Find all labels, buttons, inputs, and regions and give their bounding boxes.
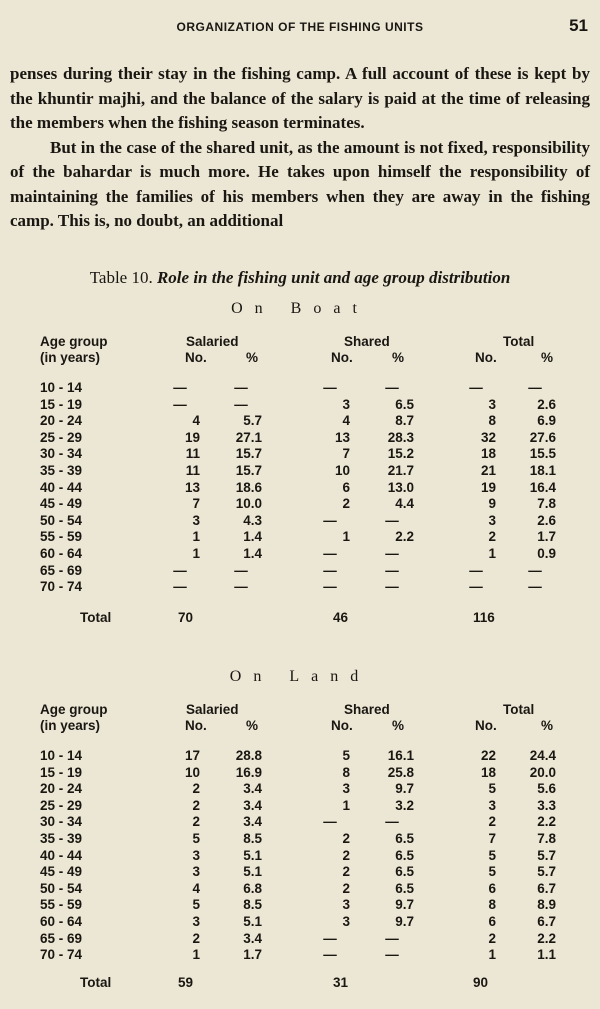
cell-shared-pct: — — [385, 947, 399, 963]
cell-shared-pct: 6.5 — [395, 831, 414, 846]
cell-total-no: 18 — [480, 446, 496, 462]
cell-salaried-no: 5 — [192, 831, 200, 846]
cell-shared-pct: 28.3 — [387, 429, 414, 445]
cell-total-pct: 7.8 — [537, 496, 556, 512]
cell-shared-no: 10 — [334, 463, 350, 478]
table-row — [0, 897, 600, 913]
cell-shared-pct: — — [385, 512, 399, 528]
table-row — [0, 397, 600, 413]
cell-age-group: 25 - 29 — [40, 429, 83, 445]
cell-shared-no: 3 — [342, 781, 350, 797]
cell-total-pct: 16.4 — [529, 479, 556, 495]
total-total-no: 90 — [473, 975, 489, 990]
header-salaried-no: No. — [185, 718, 207, 733]
cell-age-group: 55 - 59 — [40, 529, 83, 545]
cell-total-pct: — — [528, 562, 542, 578]
cell-salaried-pct: 3.4 — [243, 781, 262, 797]
running-head: ORGANIZATION OF THE FISHING UNITS — [176, 20, 424, 34]
cell-shared-no: 3 — [342, 396, 350, 412]
table-row — [0, 931, 600, 947]
cell-total-pct: — — [528, 579, 542, 595]
cell-salaried-pct: 1.4 — [243, 529, 262, 545]
cell-salaried-pct: 27.1 — [235, 429, 262, 445]
cell-age-group: 65 - 69 — [40, 930, 83, 946]
cell-shared-no: — — [323, 546, 337, 561]
cell-total-pct: 6.7 — [537, 914, 556, 929]
cell-total-pct: 1.7 — [537, 529, 556, 545]
header-salaried-pct: % — [246, 350, 259, 365]
cell-shared-pct: 15.2 — [387, 446, 414, 462]
cell-shared-pct: 9.7 — [395, 781, 414, 797]
header-total-pct: % — [541, 718, 554, 733]
cell-shared-pct: 4.4 — [395, 496, 414, 512]
cell-salaried-no: — — [173, 396, 187, 412]
cell-shared-pct: 9.7 — [395, 914, 414, 929]
cell-total-pct: 2.2 — [537, 930, 556, 946]
cell-salaried-no: 2 — [192, 814, 200, 830]
cell-total-pct: 7.8 — [537, 831, 556, 846]
cell-age-group: 50 - 54 — [40, 880, 83, 896]
cell-total-pct: 8.9 — [537, 897, 556, 913]
cell-age-group: 20 - 24 — [40, 781, 83, 797]
header-shared: Shared — [344, 702, 390, 717]
cell-total-no: 8 — [488, 897, 496, 913]
cell-total-pct: 1.1 — [537, 947, 556, 963]
header-shared: Shared — [344, 334, 390, 349]
cell-salaried-pct: 1.7 — [243, 947, 262, 963]
body-text — [10, 62, 590, 234]
cell-salaried-no: — — [173, 562, 187, 578]
cell-salaried-no: 4 — [192, 413, 200, 429]
cell-salaried-pct: 6.8 — [243, 880, 262, 896]
cell-shared-pct: — — [385, 579, 399, 595]
cell-shared-pct: 3.2 — [395, 797, 414, 813]
cell-age-group: 10 - 14 — [40, 748, 83, 763]
cell-shared-pct: 25.8 — [387, 764, 414, 780]
cell-salaried-pct: 3.4 — [243, 930, 262, 946]
cell-salaried-no: 3 — [192, 512, 200, 528]
cell-salaried-no: 2 — [192, 930, 200, 946]
cell-total-pct: 2.6 — [537, 512, 556, 528]
table-row — [0, 546, 600, 562]
cell-salaried-pct: 1.4 — [243, 546, 262, 561]
cell-salaried-pct: 18.6 — [235, 479, 262, 495]
table-row — [0, 413, 600, 429]
total-shared-no: 31 — [333, 975, 349, 990]
cell-total-no: 5 — [488, 781, 496, 797]
cell-shared-pct: 8.7 — [395, 413, 414, 429]
cell-salaried-pct: — — [234, 579, 248, 595]
header-total-no: No. — [475, 350, 497, 365]
cell-salaried-pct: — — [234, 380, 248, 395]
table-row — [0, 831, 600, 847]
cell-salaried-pct: 8.5 — [243, 897, 262, 913]
cell-age-group: 45 - 49 — [40, 496, 83, 512]
cell-shared-no: 8 — [342, 764, 350, 780]
cell-shared-pct: 6.5 — [395, 880, 414, 896]
cell-age-group: 55 - 59 — [40, 897, 83, 913]
table-row — [0, 529, 600, 545]
cell-shared-pct: 6.5 — [395, 396, 414, 412]
cell-salaried-pct: 8.5 — [243, 831, 262, 846]
cell-total-pct: 18.1 — [529, 463, 556, 478]
total-salaried-no: 59 — [178, 975, 194, 990]
cell-total-no: — — [469, 579, 483, 595]
cell-total-pct: 6.7 — [537, 880, 556, 896]
table-row — [0, 446, 600, 462]
header-salaried: Salaried — [186, 334, 239, 349]
header-shared-pct: % — [392, 718, 405, 733]
header-in-years: (in years) — [40, 350, 101, 365]
cell-shared-pct: — — [385, 546, 399, 561]
cell-total-no: 1 — [488, 947, 496, 963]
cell-salaried-pct: 4.3 — [243, 512, 262, 528]
cell-total-no: — — [469, 562, 483, 578]
header-age-group: Age group — [40, 702, 108, 717]
table-row — [0, 563, 600, 579]
cell-total-no: 2 — [488, 529, 496, 545]
table-row — [0, 814, 600, 830]
table-row — [0, 380, 600, 396]
cell-shared-pct: 2.2 — [395, 529, 414, 545]
cell-shared-pct: — — [385, 380, 399, 395]
cell-total-pct: 3.3 — [537, 797, 556, 813]
cell-total-no: 5 — [488, 847, 496, 863]
cell-age-group: 30 - 34 — [40, 814, 83, 830]
cell-total-no: 2 — [488, 930, 496, 946]
cell-age-group: 70 - 74 — [40, 947, 83, 963]
table-row — [0, 480, 600, 496]
cell-age-group: 60 - 64 — [40, 914, 83, 929]
total-total-no: 116 — [473, 610, 495, 625]
table-caption-title: Role in the fishing unit and age group distribution — [156, 268, 511, 287]
cell-age-group: 65 - 69 — [40, 562, 83, 578]
cell-total-pct: 0.9 — [537, 546, 556, 561]
cell-shared-no: 1 — [342, 529, 350, 545]
cell-salaried-no: 2 — [192, 781, 200, 797]
table-row — [0, 798, 600, 814]
cell-salaried-no: 13 — [184, 479, 200, 495]
table-row — [0, 781, 600, 797]
paragraph-1: penses during their stay in the fishing camp. A full account of these is kept by the khuntir majhi, and the balance of the salary is paid at the time of releasing the members when the fishing season terminates. — [10, 64, 590, 132]
cell-total-pct: 6.9 — [537, 413, 556, 429]
cell-total-no: 3 — [488, 797, 496, 813]
cell-total-pct: 24.4 — [529, 748, 556, 763]
cell-total-no: 6 — [488, 914, 496, 929]
cell-shared-pct: — — [385, 930, 399, 946]
cell-total-no: 21 — [480, 463, 496, 478]
header-salaried-no: No. — [185, 350, 207, 365]
cell-total-pct: 20.0 — [529, 764, 556, 780]
cell-age-group: 10 - 14 — [40, 380, 83, 395]
table-row — [0, 579, 600, 595]
table-caption — [0, 268, 600, 288]
cell-shared-no: 7 — [342, 446, 350, 462]
cell-salaried-no: 10 — [184, 764, 200, 780]
cell-shared-no: — — [323, 579, 337, 595]
cell-total-pct: 5.7 — [537, 864, 556, 880]
header-shared-pct: % — [392, 350, 405, 365]
cell-total-no: — — [469, 380, 483, 395]
cell-shared-no: 2 — [342, 496, 350, 512]
total-label: Total — [80, 610, 112, 625]
cell-age-group: 35 - 39 — [40, 463, 83, 478]
cell-total-no: 19 — [480, 479, 496, 495]
cell-salaried-pct: 3.4 — [243, 797, 262, 813]
table-row — [0, 513, 600, 529]
cell-total-no: 5 — [488, 864, 496, 880]
cell-shared-no: — — [323, 512, 337, 528]
header-total: Total — [503, 334, 535, 349]
cell-shared-no: 5 — [342, 748, 350, 763]
cell-total-no: 22 — [480, 748, 496, 763]
cell-salaried-no: 1 — [192, 529, 200, 545]
cell-shared-no: 13 — [334, 429, 350, 445]
cell-salaried-pct: 5.1 — [243, 864, 262, 880]
header-salaried: Salaried — [186, 702, 239, 717]
total-label: Total — [80, 975, 112, 990]
cell-total-no: 9 — [488, 496, 496, 512]
cell-total-pct: 27.6 — [529, 429, 556, 445]
cell-shared-pct: 13.0 — [387, 479, 414, 495]
cell-salaried-pct: 10.0 — [235, 496, 262, 512]
table-row — [0, 947, 600, 963]
cell-salaried-no: 11 — [185, 446, 200, 462]
cell-age-group: 35 - 39 — [40, 831, 83, 846]
header-total: Total — [503, 702, 535, 717]
header-salaried-pct: % — [246, 718, 259, 733]
table-row — [0, 430, 600, 446]
cell-total-pct: 5.7 — [537, 847, 556, 863]
table-caption-prefix: Table 10. — [89, 268, 153, 287]
cell-shared-no: 3 — [342, 914, 350, 929]
table-row — [0, 748, 600, 764]
cell-salaried-no: 2 — [192, 797, 200, 813]
table-row — [0, 914, 600, 930]
cell-shared-no: — — [323, 947, 337, 963]
cell-shared-no: — — [323, 930, 337, 946]
header-in-years: (in years) — [40, 718, 101, 733]
cell-shared-no: 4 — [342, 413, 350, 429]
table-row — [0, 765, 600, 781]
cell-salaried-no: 5 — [192, 897, 200, 913]
cell-total-no: 6 — [488, 880, 496, 896]
cell-age-group: 40 - 44 — [40, 479, 83, 495]
cell-shared-pct: 6.5 — [395, 847, 414, 863]
cell-salaried-no: — — [173, 380, 187, 395]
cell-shared-pct: 9.7 — [395, 897, 414, 913]
cell-age-group: 25 - 29 — [40, 797, 83, 813]
cell-shared-pct: 6.5 — [395, 864, 414, 880]
cell-shared-no: — — [323, 814, 337, 830]
cell-total-no: 8 — [488, 413, 496, 429]
cell-age-group: 15 - 19 — [40, 396, 83, 412]
cell-shared-no: 2 — [342, 864, 350, 880]
cell-salaried-no: 1 — [192, 947, 200, 963]
cell-shared-no: 2 — [342, 880, 350, 896]
cell-age-group: 60 - 64 — [40, 546, 83, 561]
table-row — [0, 864, 600, 880]
cell-total-pct: 5.6 — [537, 781, 556, 797]
table-row — [0, 463, 600, 479]
cell-salaried-no: 11 — [185, 463, 200, 478]
cell-age-group: 40 - 44 — [40, 847, 83, 863]
cell-total-no: 7 — [488, 831, 496, 846]
header-total-pct: % — [541, 350, 554, 365]
cell-total-no: 32 — [480, 429, 496, 445]
cell-salaried-no: 3 — [192, 864, 200, 880]
cell-total-no: 1 — [488, 546, 496, 561]
cell-salaried-no: 7 — [192, 496, 200, 512]
cell-shared-pct: — — [385, 562, 399, 578]
cell-total-no: 3 — [488, 396, 496, 412]
cell-age-group: 15 - 19 — [40, 764, 83, 780]
header-shared-no: No. — [331, 350, 353, 365]
cell-shared-pct: 21.7 — [387, 463, 414, 478]
cell-salaried-pct: — — [234, 396, 248, 412]
cell-age-group: 45 - 49 — [40, 864, 83, 880]
cell-age-group: 50 - 54 — [40, 512, 83, 528]
cell-salaried-pct: 5.1 — [243, 847, 262, 863]
cell-salaried-pct: 5.7 — [243, 413, 262, 429]
cell-salaried-no: 3 — [192, 847, 200, 863]
cell-salaried-pct: — — [234, 562, 248, 578]
cell-salaried-pct: 15.7 — [235, 446, 262, 462]
cell-shared-no: 1 — [342, 797, 350, 813]
cell-salaried-pct: 28.8 — [235, 748, 262, 763]
cell-salaried-pct: 5.1 — [243, 914, 262, 929]
cell-shared-no: 3 — [342, 897, 350, 913]
cell-total-no: 3 — [488, 512, 496, 528]
total-shared-no: 46 — [333, 610, 349, 625]
cell-salaried-no: — — [173, 579, 187, 595]
cell-age-group: 20 - 24 — [40, 413, 83, 429]
cell-total-no: 18 — [480, 764, 496, 780]
cell-total-pct: 2.2 — [537, 814, 556, 830]
table-row — [0, 881, 600, 897]
cell-salaried-no: 1 — [192, 546, 200, 561]
cell-salaried-no: 3 — [192, 914, 200, 929]
cell-total-pct: 15.5 — [529, 446, 556, 462]
cell-shared-pct: — — [385, 814, 399, 830]
cell-shared-pct: 16.1 — [387, 748, 414, 763]
cell-age-group: 30 - 34 — [40, 446, 83, 462]
cell-salaried-pct: 3.4 — [243, 814, 262, 830]
cell-shared-no: — — [323, 380, 337, 395]
header-total-no: No. — [475, 718, 497, 733]
cell-shared-no: 6 — [342, 479, 350, 495]
cell-salaried-no: 4 — [192, 880, 200, 896]
cell-total-pct: — — [528, 380, 542, 395]
section-heading-on-land: On Land — [229, 668, 371, 685]
cell-salaried-pct: 15.7 — [235, 463, 262, 478]
cell-salaried-pct: 16.9 — [235, 764, 262, 780]
cell-salaried-no: 19 — [184, 429, 200, 445]
cell-total-no: 2 — [488, 814, 496, 830]
cell-shared-no: 2 — [342, 847, 350, 863]
cell-shared-no: 2 — [342, 831, 350, 846]
table-row — [0, 496, 600, 512]
cell-shared-no: — — [323, 562, 337, 578]
header-age-group: Age group — [40, 334, 108, 349]
page-number: 51 — [569, 16, 588, 35]
cell-total-pct: 2.6 — [537, 396, 556, 412]
total-salaried-no: 70 — [178, 610, 194, 625]
section-heading-on-boat: On Boat — [231, 300, 369, 317]
paragraph-2: But in the case of the shared unit, as the amount is not fixed, responsibility of the bahardar is much more. He takes upon himself the responsibility of maintaining the families of his members when they are away in the fishing camp. This is, no doubt, an additional — [10, 137, 590, 230]
table-row — [0, 848, 600, 864]
cell-age-group: 70 - 74 — [40, 579, 83, 595]
cell-salaried-no: 17 — [184, 748, 200, 763]
header-shared-no: No. — [331, 718, 353, 733]
